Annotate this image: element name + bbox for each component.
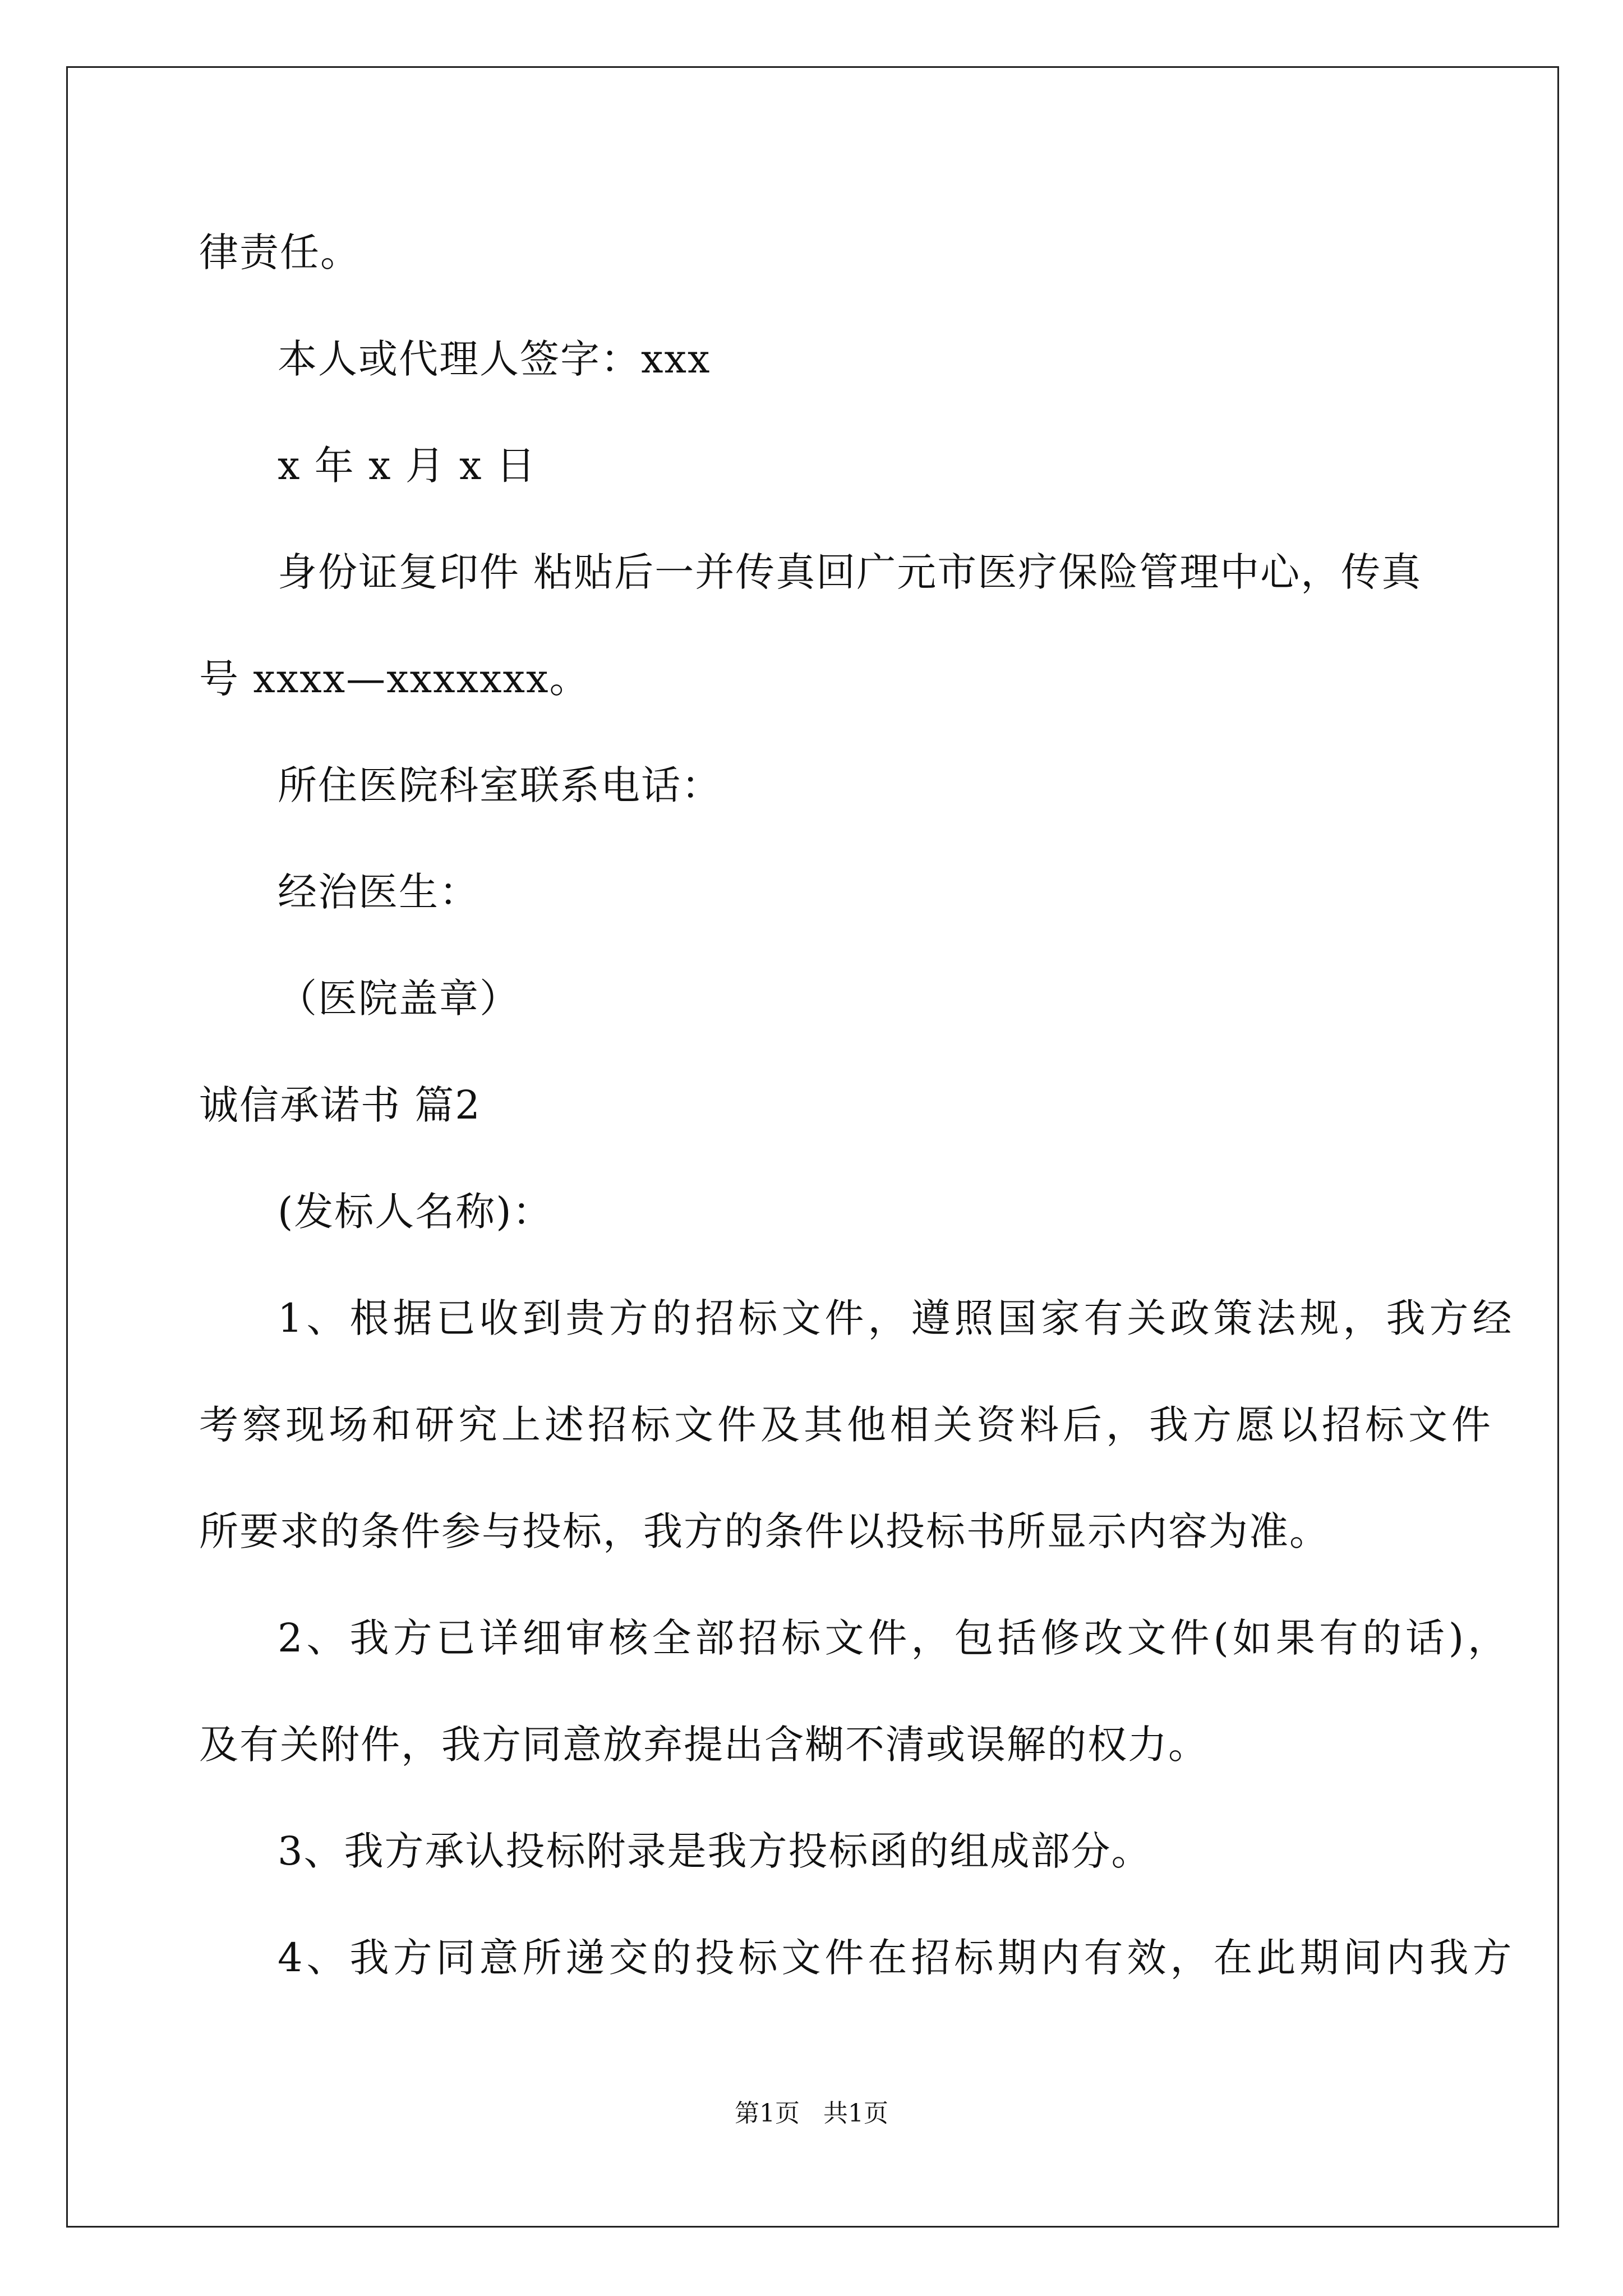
page-footer: 第1页 共1页 — [735, 2099, 888, 2128]
date-line: x 年 x 月 x 日 — [278, 443, 537, 489]
paragraph-line: 及有关附件，我方同意放弃提出含糊不清或误解的权力。 — [199, 1722, 1209, 1768]
text-line: 经治医生： — [278, 869, 479, 915]
paragraph-line: 考察现场和研究上述招标文件及其他相关资料后，我方愿以招标文件 — [199, 1402, 1495, 1448]
text-line: (发标人名称)： — [278, 1189, 553, 1235]
text-line: 号 xxxx—xxxxxxx。 — [199, 656, 590, 702]
signature-line: 本人或代理人签字：xxx — [278, 336, 711, 382]
text-line: 所住医院科室联系电话： — [278, 762, 722, 808]
text-line: 律责任。 — [199, 229, 361, 275]
paragraph-line: 4、我方同意所递交的投标文件在招标期内有效，在此期间内我方 — [278, 1935, 1516, 1981]
page-border — [66, 66, 1559, 2228]
section-heading: 诚信承诺书 篇2 — [199, 1082, 481, 1128]
paragraph-line: 所要求的条件参与投标，我方的条件以投标书所显示内容为准。 — [199, 1508, 1330, 1554]
paragraph-line: 2、我方已详细审核全部招标文件，包括修改文件(如果有的话)， — [278, 1615, 1511, 1661]
text-line: 身份证复印件 粘贴后一并传真回广元市医疗保险管理中心，传真 — [278, 549, 1422, 595]
text-line: （医院盖章） — [278, 976, 520, 1022]
paragraph-line: 1、根据已收到贵方的招标文件，遵照国家有关政策法规，我方经 — [278, 1295, 1516, 1341]
paragraph-line: 3、我方承认投标附录是我方投标函的组成部分。 — [278, 1828, 1152, 1874]
